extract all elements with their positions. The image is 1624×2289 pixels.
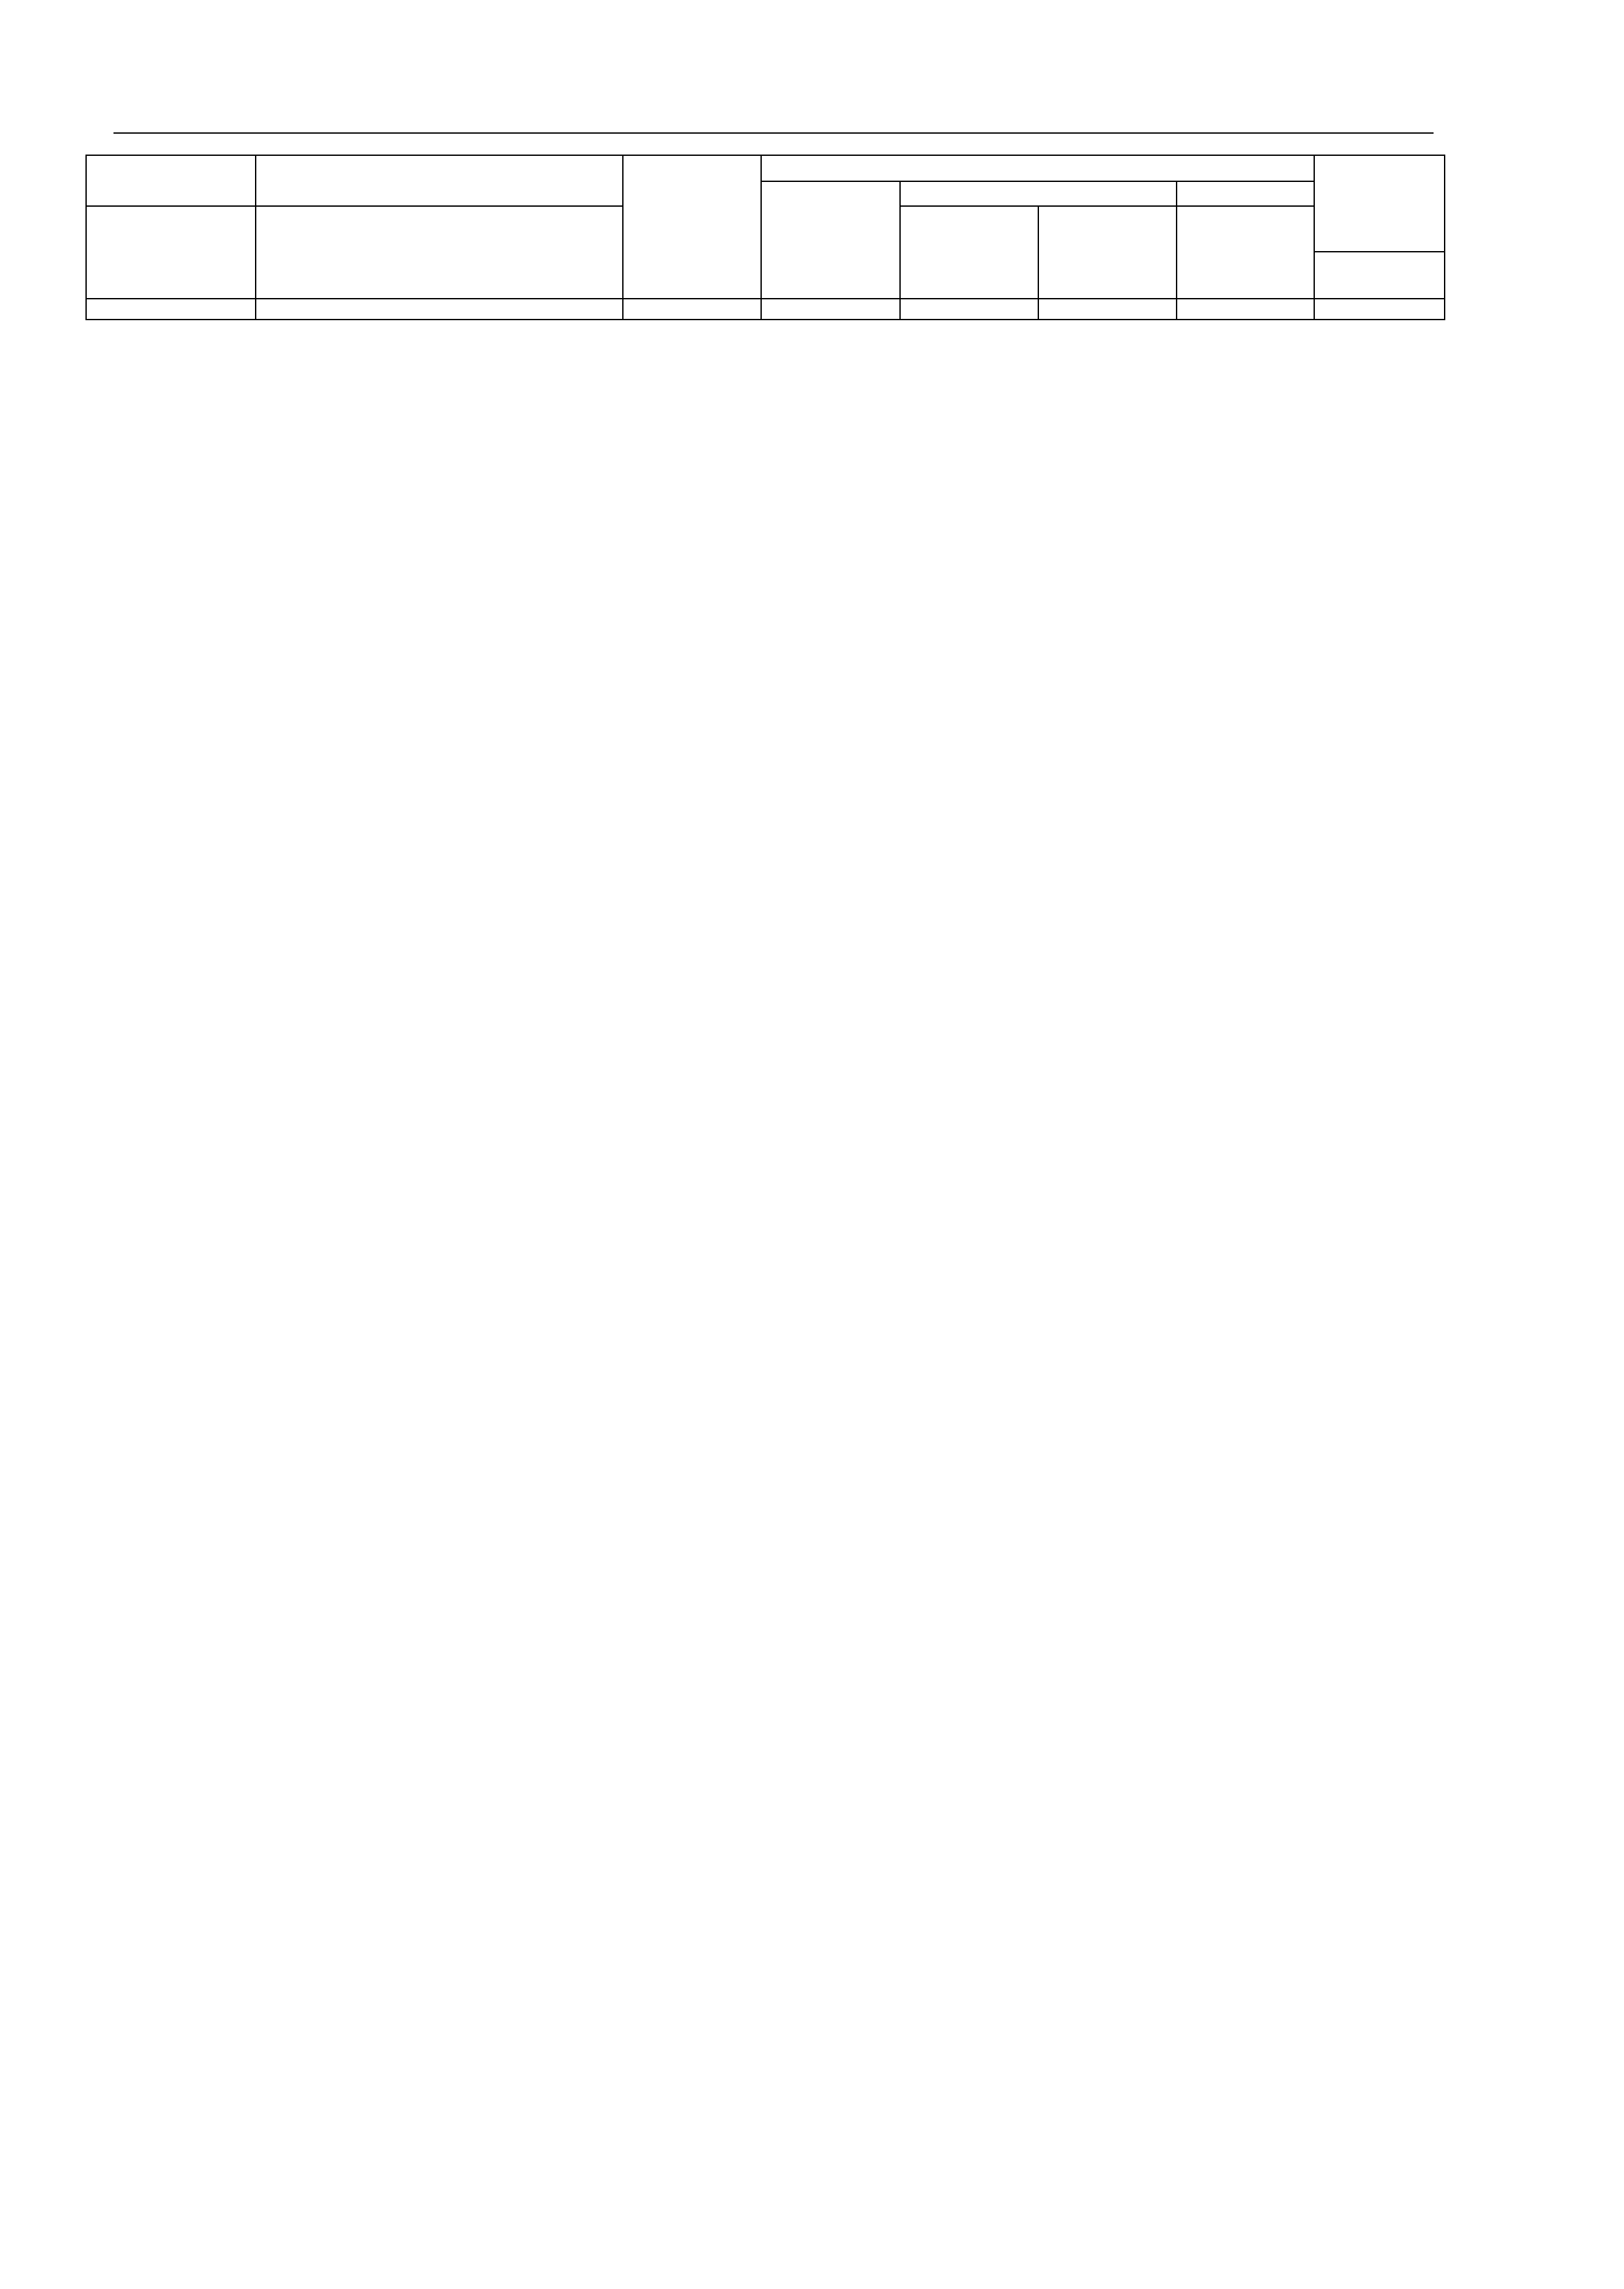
col-number bbox=[256, 299, 623, 320]
header-incl bbox=[761, 155, 1314, 181]
header-materials bbox=[1177, 181, 1314, 206]
col-number bbox=[1038, 299, 1177, 320]
header-labor bbox=[1314, 155, 1445, 252]
header-col1-bottom bbox=[86, 206, 256, 299]
col-number bbox=[1177, 299, 1314, 320]
col-number bbox=[623, 299, 761, 320]
header-mass bbox=[1314, 252, 1445, 299]
col-number bbox=[761, 299, 900, 320]
column-header bbox=[85, 155, 1445, 320]
header-machines-total bbox=[900, 206, 1038, 299]
col-number bbox=[1314, 299, 1445, 320]
header-wages bbox=[761, 181, 900, 299]
header-direct-costs bbox=[623, 155, 761, 299]
header-materials-consumption bbox=[1177, 206, 1314, 299]
header-rule bbox=[113, 132, 1434, 134]
header-col1-top bbox=[86, 155, 256, 206]
col-number bbox=[900, 299, 1038, 320]
header-machines-wages bbox=[1038, 206, 1177, 299]
header-col2-bottom bbox=[256, 206, 623, 299]
col-number bbox=[86, 299, 256, 320]
header-machines bbox=[900, 181, 1177, 206]
header-col2-top bbox=[256, 155, 623, 206]
